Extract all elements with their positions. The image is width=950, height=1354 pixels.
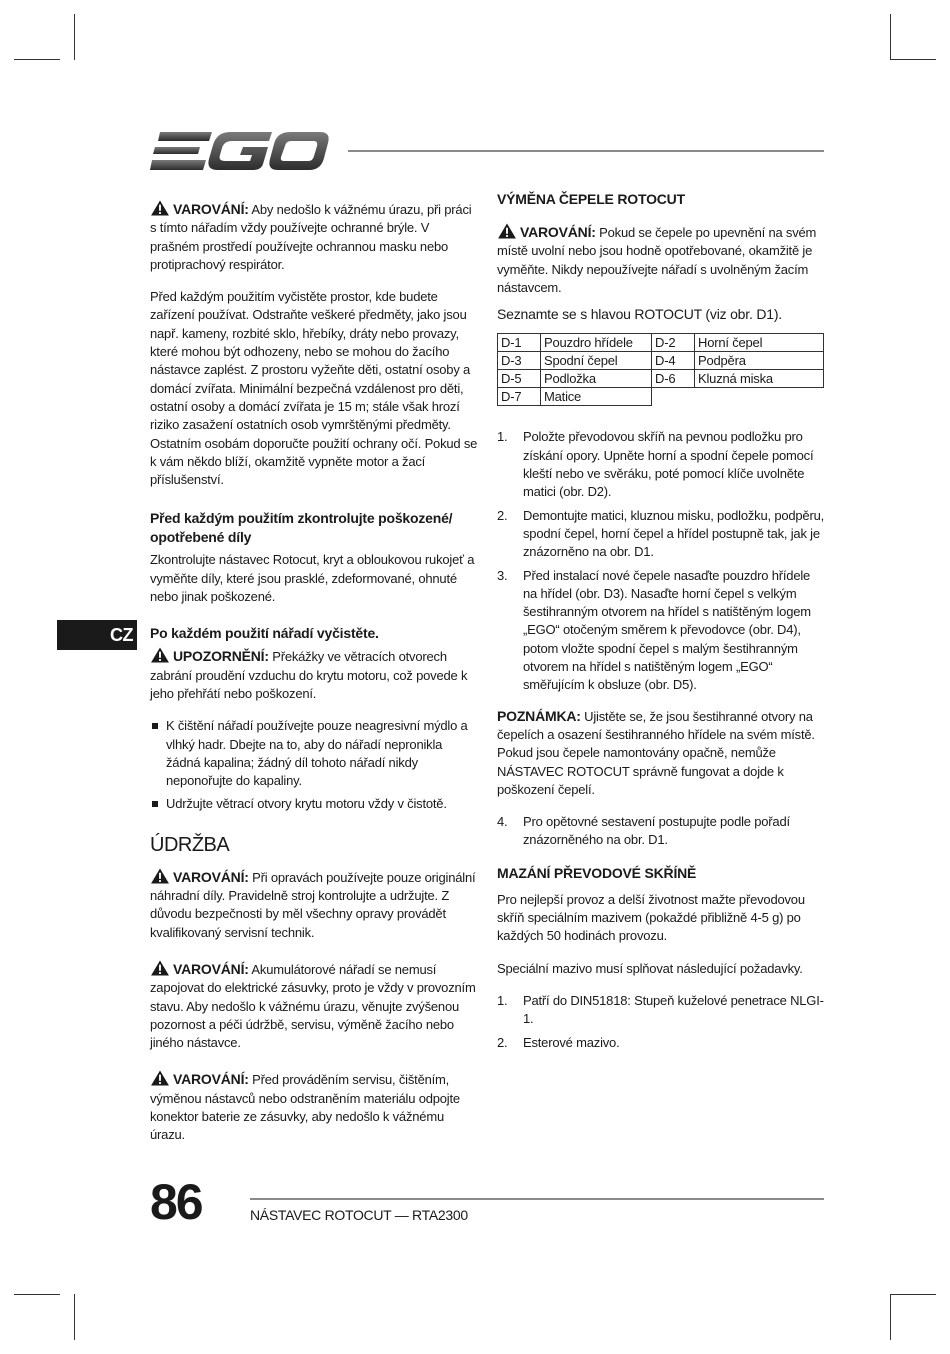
table-row <box>498 370 824 388</box>
paragraph: Před každým použitím vyčistěte prostor, kde budete zařízení používat. Odstraňte veškeré předměty, jako jsou např. kameny, rozbité sklo, hřebíky, dráty nebo provazy, které mohou být odhozeny, nebo se mohou do žacího nástavce zaplést. Z prostoru vyžeňte děti, ostatní osoby a domácí zvířata. Minimální bezpečná vzdálenost pro děti, ostatní osoby a domácí zvířata je 15 m; stále však hrozí riziko zasažení ostatních osob vymrštěnými předměty. Ostatním osobám doporučte použití ochrany očí. Pokud se k vám někdo blíží, okamžitě vypněte motor a žací příslušenství. <box>150 289 478 488</box>
warning-label: VAROVÁNÍ: <box>173 201 249 217</box>
table-cell: D-6 <box>652 370 695 388</box>
note-label: POZNÁMKA: <box>497 707 581 724</box>
table-cell: Podložka <box>541 370 652 388</box>
paragraph: Speciální mazivo musí splňovat následující požadavky. <box>497 960 803 976</box>
footer-rule <box>250 1198 824 1200</box>
table-cell: D-3 <box>498 352 541 370</box>
warning-block <box>150 1070 480 1144</box>
language-tab: CZ <box>57 620 137 650</box>
warning-block <box>497 223 825 297</box>
intro-text: Seznamte se s hlavou ROTOCUT (viz obr. D1). <box>497 306 782 323</box>
step-text: Demontujte matici, kluznou misku, podložku, podpěru, spodní čepel, horní čepel a hřídel postupně tak, jak je znázorněno na obr. D1. <box>523 507 825 560</box>
warning-icon <box>150 868 170 884</box>
warning-icon <box>150 647 170 663</box>
crop-mark <box>74 14 75 60</box>
step-text: Pro opětovné sestavení postupujte podle pořadí znázorněného na obr. D1. <box>523 814 790 848</box>
list-item: K čištění nářadí používejte pouze neagresivní mýdlo a vlhký hadr. Dbejte na to, aby do nářadí nepronikla žádná kapalina; žádný díl tohoto nářadí nikdy neponořujte do kapaliny. <box>150 717 480 790</box>
warning-label: VAROVÁNÍ: <box>520 224 596 240</box>
step-list <box>497 428 825 694</box>
ego-logo <box>150 128 330 174</box>
list-item <box>497 567 825 695</box>
warning-label: VAROVÁNÍ: <box>173 960 249 977</box>
table-cell: Kluzná miska <box>695 370 824 388</box>
warning-text: Před prováděním servisu, čištěním, výměnou nástavců nebo odstraněním materiálu odpojte konektor baterie ze zásuvky, aby nedošlo k vážnému úrazu. <box>150 1072 460 1143</box>
step-number: 1. <box>497 992 508 1008</box>
list-item <box>497 813 825 850</box>
table-cell: D-1 <box>498 334 541 352</box>
step-text: Esterové mazivo. <box>523 1034 620 1050</box>
section-title: ÚDRŽBA <box>150 833 230 856</box>
note-text: Ujistěte se, že jsou šestihranné otvory na čepelích a osazení šestihranného hřídele na svém místě. Pokud jsou čepele namontovány opačně, nemůže NÁSTAVEC ROTOCUT správně fungovat a dojde k poškození čepelí. <box>497 708 815 797</box>
warning-text: Pokud se čepele po upevnění na svém místě uvolní nebo jsou hodně opotřebované, okamžitě je vyměňte. Nikdy nepoužívejte nářadí s uvolněným žacím nástavcem. <box>497 225 817 295</box>
step-number: 4. <box>497 814 508 830</box>
warning-block <box>150 868 480 942</box>
warning-label: VAROVÁNÍ: <box>173 1071 249 1088</box>
step-number: 2. <box>497 507 508 523</box>
table-row <box>498 352 824 370</box>
table-cell: D-4 <box>652 352 695 370</box>
caution-label: UPOZORNĚNÍ: <box>173 648 269 665</box>
crop-mark <box>890 1294 936 1295</box>
crop-mark <box>890 59 936 60</box>
step-text: Patří do DIN51818: Stupeň kuželové penetrace NLGI-1. <box>523 992 824 1027</box>
section-heading: Před každým použitím zkontrolujte poškozené/ opotřebené díly <box>150 510 453 546</box>
table-cell-empty <box>695 388 824 406</box>
table-row <box>498 388 824 406</box>
section-heading: Po každém použití nářadí vyčistěte. <box>150 625 379 642</box>
step-list <box>497 992 825 1052</box>
table-cell: Spodní čepel <box>541 352 652 370</box>
table-cell: D-7 <box>498 388 541 406</box>
crop-mark <box>14 59 60 60</box>
bullet-list <box>150 717 480 813</box>
warning-block <box>150 200 480 274</box>
crop-mark <box>890 1294 891 1340</box>
step-number: 3. <box>497 567 508 583</box>
list-item <box>497 428 825 501</box>
crop-mark <box>890 14 891 60</box>
table-cell: Matice <box>541 388 652 406</box>
paragraph: Pro nejlepší provoz a delší životnost mažte převodovou skříň speciálním mazivem (pokaždé přibližně 4-5 g) po každých 50 hodinách provozu. <box>497 891 805 944</box>
warning-label: VAROVÁNÍ: <box>173 868 249 885</box>
warning-text: Akumulátorové nářadí se nemusí zapojovat do elektrické zásuvky, proto je vždy v provozním stavu. Aby nedošlo k vážnému úrazu, věnujte zvýšenou pozornost a péči údržbě, servisu, výměně žacího nebo jiného nástavce. <box>150 961 476 1051</box>
caution-text: Překážky ve větracích otvorech zabrání proudění vzduchu do krytu motoru, což povede k jeho přehřátí nebo poškození. <box>150 649 468 701</box>
parts-table <box>497 333 824 406</box>
caution-block <box>150 647 480 703</box>
list-item <box>497 507 825 562</box>
list-item <box>497 992 825 1029</box>
warning-text: Při opravách používejte pouze originální náhradní díly. Pravidelně stroj kontrolujte a udržujte. Z důvodu bezpečnosti by měl všechny opravy provádět kvalifikovaný servisní technik. <box>150 869 476 940</box>
crop-mark <box>74 1294 75 1340</box>
list-item <box>497 1034 825 1052</box>
header-rule <box>348 150 824 152</box>
paragraph: Zkontrolujte nástavec Rotocut, kryt a obloukovou rukojeť a vyměňte díly, které jsou prasklé, zdeformované, ohnuté nebo jinak poškozené. <box>150 552 475 605</box>
left-column <box>150 200 480 1145</box>
step-number: 2. <box>497 1034 508 1050</box>
warning-block <box>150 960 480 1052</box>
right-column <box>497 190 825 1064</box>
table-cell: Horní čepel <box>695 334 824 352</box>
footer-title: NÁSTAVEC ROTOCUT — RTA2300 <box>250 1207 468 1223</box>
section-heading: VÝMĚNA ČEPELE ROTOCUT <box>497 191 685 207</box>
table-row <box>498 334 824 352</box>
warning-icon <box>150 960 170 976</box>
list-item: Udržujte větrací otvory krytu motoru vždy v čistotě. <box>150 795 480 813</box>
step-number: 1. <box>497 429 508 445</box>
table-cell: D-5 <box>498 370 541 388</box>
table-cell: D-2 <box>652 334 695 352</box>
crop-mark <box>14 1294 60 1295</box>
page-number: 86 <box>150 1174 202 1230</box>
step-list <box>497 813 825 850</box>
warning-icon <box>497 223 517 239</box>
step-text: Před instalací nové čepele nasaďte pouzdro hřídele na hřídel (obr. D3). Nasaďte horní čepel s velkým šestihranným otvorem na hřídel s natištěným logem „EGO“ otočeným směrem k převodovce (obr. D4), potom vložte spodní čepel s malým šestihranným otvorem na hřídel s natištěným logem „EGO“ směřujícím k obsluze (obr. D5). <box>523 567 811 693</box>
warning-icon <box>150 1070 170 1086</box>
table-cell-empty <box>652 388 695 406</box>
warning-icon <box>150 200 170 216</box>
section-heading: MAZÁNÍ PŘEVODOVÉ SKŘÍNĚ <box>497 864 697 881</box>
note-block <box>497 707 825 799</box>
table-cell: Podpěra <box>695 352 824 370</box>
warning-text: Aby nedošlo k vážnému úrazu, při práci s tímto nářadím vždy používejte ochranné brýle. V prašném prostředí používejte ochrannou masku nebo protiprachový respirátor. <box>150 202 472 272</box>
table-cell: Pouzdro hřídele <box>541 334 652 352</box>
step-text: Položte převodovou skříň na pevnou podložku pro získání opory. Upněte horní a spodní čepele pomocí kleští nebo ve svěráku, poté pomocí klíče uvolněte matici (obr. D2). <box>523 429 814 500</box>
